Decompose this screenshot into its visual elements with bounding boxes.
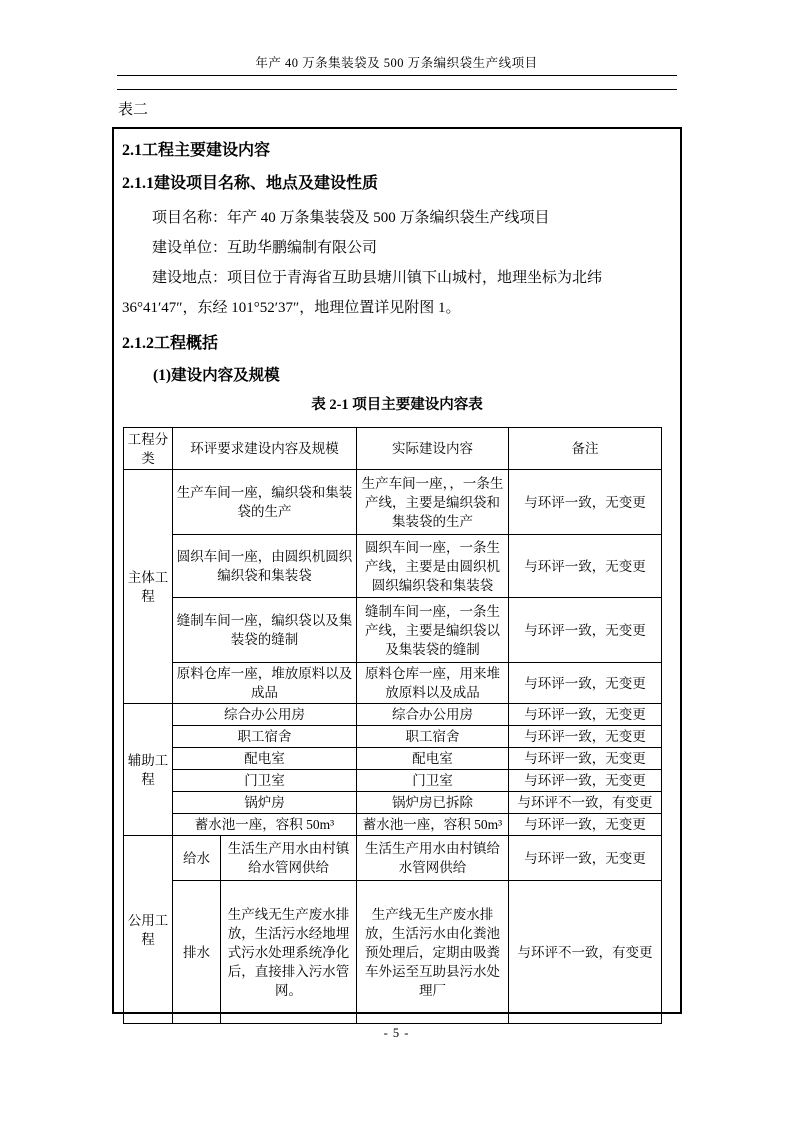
cell-actual: 配电室 xyxy=(357,748,509,770)
cell-req: 配电室 xyxy=(173,748,357,770)
section-heading-2-1: 2.1工程主要建设内容 xyxy=(122,142,271,159)
subgroup-cell-drainage: 排水 xyxy=(173,881,221,1024)
cell-req: 原料仓库一座，堆放原料以及成品 xyxy=(173,663,357,704)
cell-note: 与环评一致，无变更 xyxy=(509,535,662,598)
cell-req: 综合办公用房 xyxy=(173,704,357,726)
cell-req: 生活生产用水由村镇给水管网供给 xyxy=(221,836,357,881)
section-heading-2-1-2: 2.1.2工程概括 xyxy=(122,335,219,352)
cell-actual: 蓄水池一座，容积 50m³ xyxy=(357,814,509,836)
cell-note: 与环评一致，无变更 xyxy=(509,704,662,726)
table-row xyxy=(124,726,662,748)
table-row xyxy=(124,836,662,881)
group-cell-utility-works: 公用工程 xyxy=(124,836,173,1024)
cell-note: 与环评一致，无变更 xyxy=(509,470,662,535)
cell-req: 缝制车间一座，编织袋以及集装袋的缝制 xyxy=(173,598,357,663)
table-title: 表 2-1 项目主要建设内容表 xyxy=(311,397,483,413)
cell-req: 圆织车间一座，由圆织机圆织编织袋和集装袋 xyxy=(173,535,357,598)
cell-actual: 职工宿舍 xyxy=(357,726,509,748)
paragraph-construction-unit: 建设单位：互助华鹏编制有限公司 xyxy=(152,240,378,256)
cell-req: 锅炉房 xyxy=(173,792,357,814)
table-row xyxy=(124,814,662,836)
cell-req: 职工宿舍 xyxy=(173,726,357,748)
cell-actual: 生活生产用水由村镇给水管网供给 xyxy=(357,836,509,881)
cell-note: 与环评一致，无变更 xyxy=(509,770,662,792)
header-rule-top xyxy=(117,75,677,76)
header-cell-actual: 实际建设内容 xyxy=(357,428,509,470)
cell-note: 与环评一致，无变更 xyxy=(509,748,662,770)
cell-actual: 综合办公用房 xyxy=(357,704,509,726)
table-header-row xyxy=(124,428,662,470)
subgroup-cell-water-supply: 给水 xyxy=(173,836,221,881)
cell-note: 与环评一致，无变更 xyxy=(509,598,662,663)
cell-note: 与环评不一致，有变更 xyxy=(509,792,662,814)
section-heading-2-1-1: 2.1.1建设项目名称、地点及建设性质 xyxy=(122,175,379,192)
table-row xyxy=(124,881,662,1024)
header-cell-note: 备注 xyxy=(509,428,662,470)
table-row xyxy=(124,535,662,598)
paragraph-construction-location: 建设地点：项目位于青海省互助县塘川镇下山城村，地理坐标为北纬 36°41′47″，东经 101°52′37″，地理位置详见附图 1。 xyxy=(122,270,603,316)
paragraph-project-name: 项目名称：年产 40 万条集装袋及 500 万条编织袋生产线项目 xyxy=(152,210,550,226)
cell-actual: 圆织车间一座，一条生产线，主要是由圆织机圆织编织袋和集装袋 xyxy=(357,535,509,598)
header-cell-category: 工程分类 xyxy=(124,428,173,470)
group-cell-auxiliary-works: 辅助工程 xyxy=(124,704,173,836)
cell-actual: 锅炉房已拆除 xyxy=(357,792,509,814)
table-row xyxy=(124,470,662,535)
cell-actual: 生产车间一座，，一条生产线，主要是编织袋和集装袋的生产 xyxy=(357,470,509,535)
header-rule-bottom xyxy=(117,89,677,90)
header-cell-eia-required: 环评要求建设内容及规模 xyxy=(173,428,357,470)
cell-req: 生产线无生产废水排放，生活污水经地埋式污水处理系统净化后，直接排入污水管网。 xyxy=(221,881,357,1024)
footer-page-number: - 5 - xyxy=(383,1026,410,1040)
page-header-title: 年产 40 万条集装袋及 500 万条编织袋生产线项目 xyxy=(255,56,538,70)
group-cell-main-works: 主体工程 xyxy=(124,470,173,704)
cell-note: 与环评一致，无变更 xyxy=(509,663,662,704)
table-sheet-label: 表二 xyxy=(118,102,149,118)
table-row xyxy=(124,663,662,704)
cell-req: 生产车间一座，编织袋和集装袋的生产 xyxy=(173,470,357,535)
cell-note: 与环评不一致，有变更 xyxy=(509,881,662,1024)
subsection-heading-content-scale: (1)建设内容及规模 xyxy=(153,367,280,384)
cell-actual: 原料仓库一座，用来堆放原料以及成品 xyxy=(357,663,509,704)
cell-note: 与环评一致，无变更 xyxy=(509,836,662,881)
table-row xyxy=(124,748,662,770)
cell-actual: 生产线无生产废水排放，生活污水由化粪池预处理后，定期由吸粪车外运至互助县污水处理厂 xyxy=(357,881,509,1024)
cell-req: 门卫室 xyxy=(173,770,357,792)
table-row xyxy=(124,704,662,726)
cell-actual: 缝制车间一座，一条生产线，主要是编织袋以及集装袋的缝制 xyxy=(357,598,509,663)
table-row xyxy=(124,792,662,814)
cell-actual: 门卫室 xyxy=(357,770,509,792)
content-box xyxy=(112,127,682,1014)
cell-note: 与环评一致，无变更 xyxy=(509,726,662,748)
main-construction-table xyxy=(123,427,662,1024)
table-row xyxy=(124,770,662,792)
cell-req: 蓄水池一座，容积 50m³ xyxy=(173,814,357,836)
table-row xyxy=(124,598,662,663)
cell-note: 与环评一致，无变更 xyxy=(509,814,662,836)
